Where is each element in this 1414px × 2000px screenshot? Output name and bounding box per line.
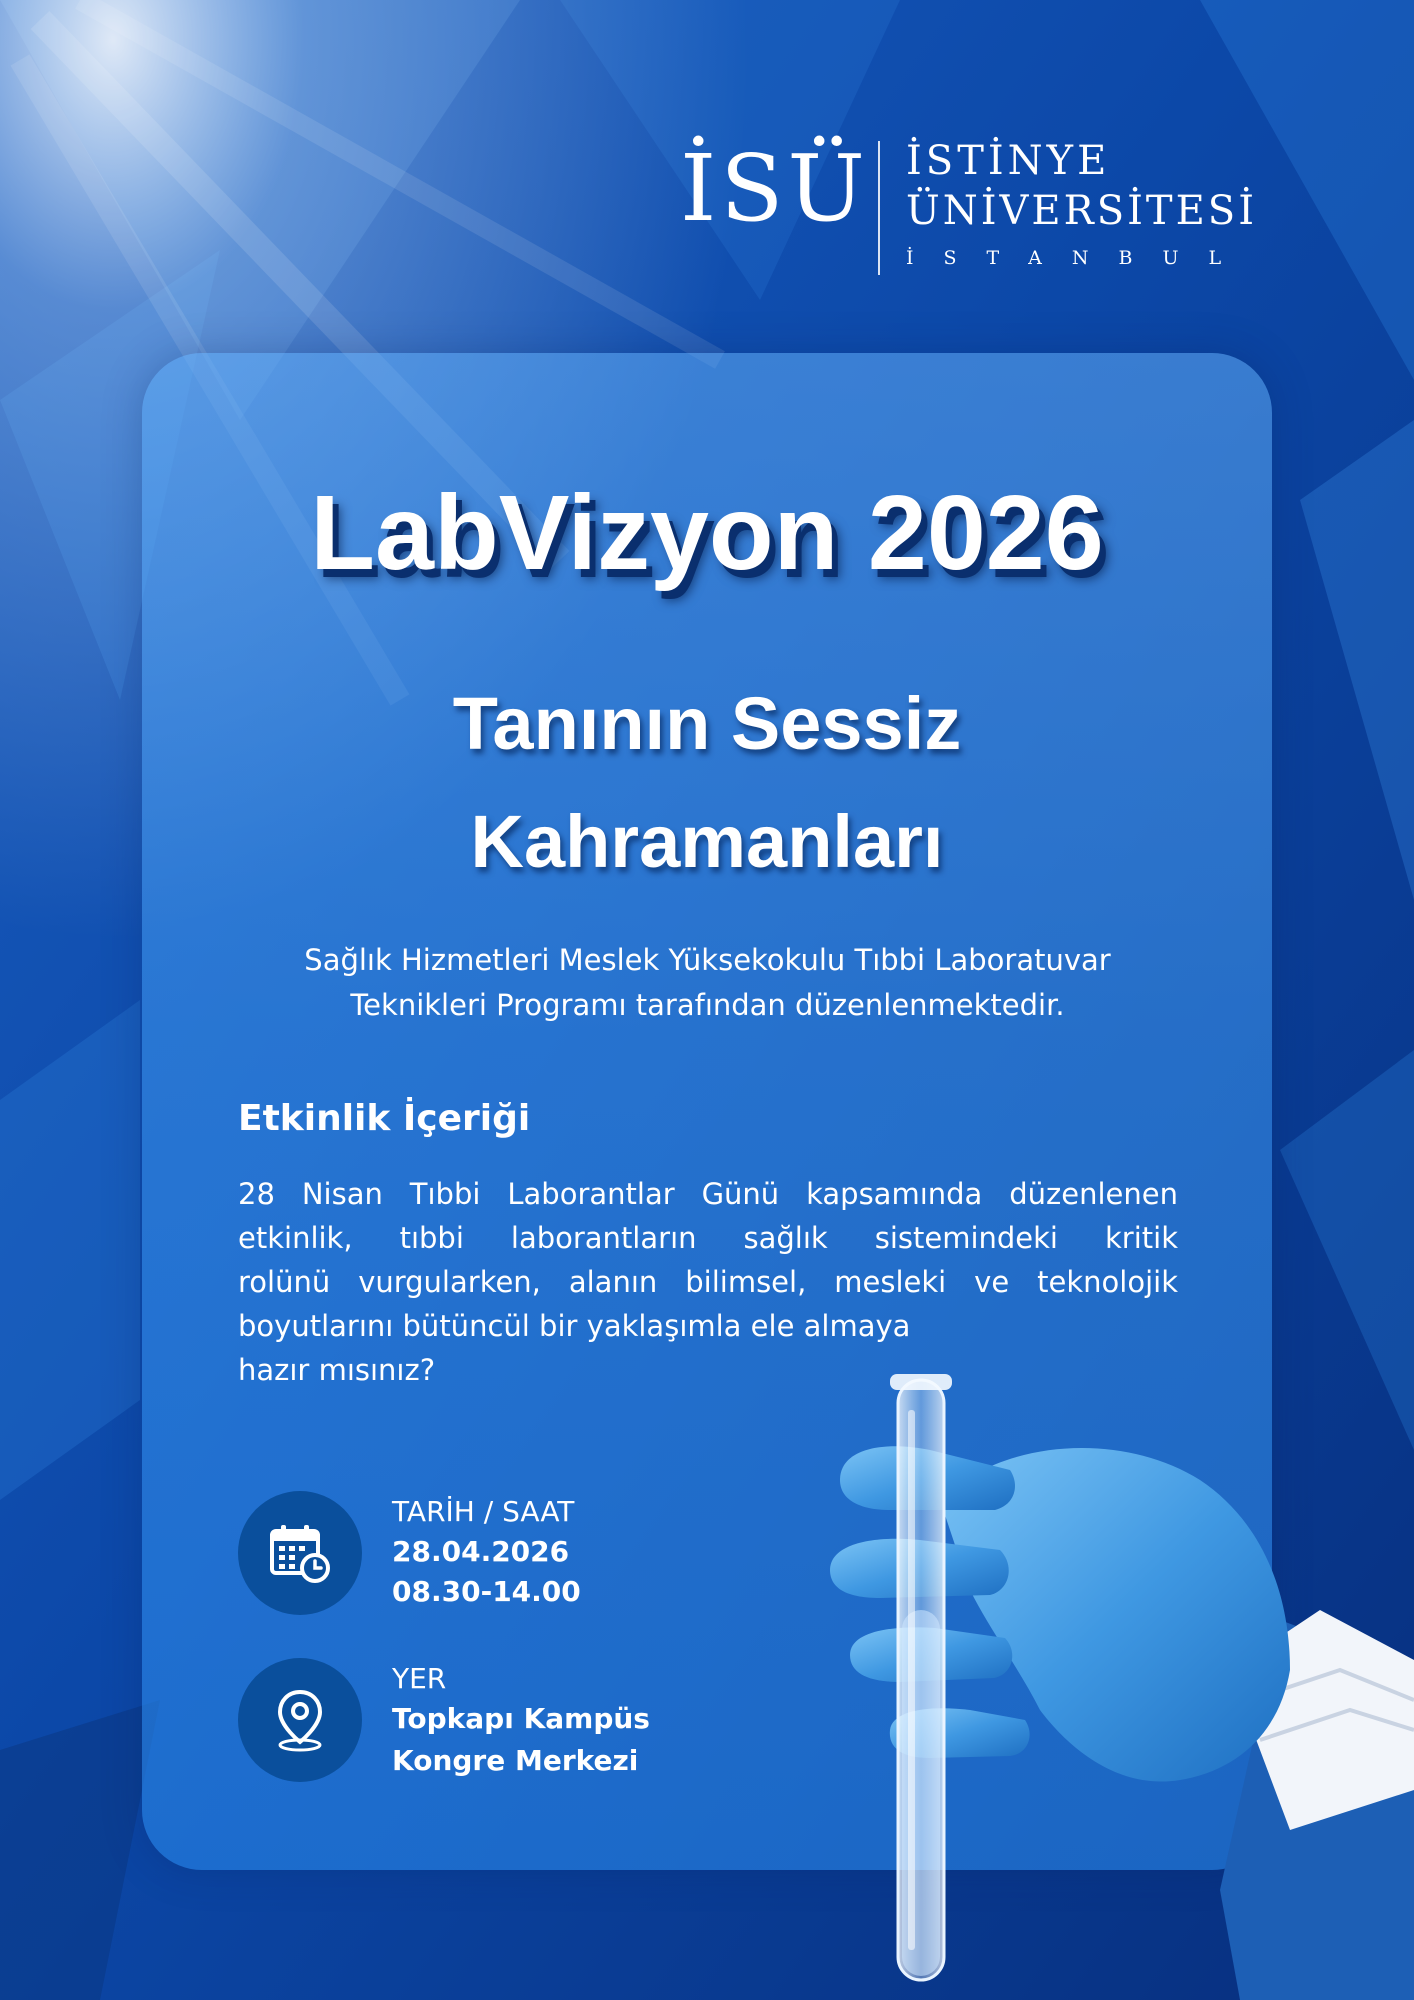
place-line1: Topkapı Kampüs bbox=[392, 1702, 650, 1735]
content-line: hazır mısınız? bbox=[238, 1353, 436, 1387]
event-subtitle bbox=[142, 665, 1272, 901]
logo-city: İSTANBUL bbox=[906, 247, 1252, 269]
organizer-text bbox=[200, 938, 1215, 1028]
subtitle-line1: Tanının Sessiz bbox=[452, 682, 962, 765]
event-title: LabVizyon 2026 bbox=[310, 474, 1104, 592]
content-body bbox=[238, 1172, 1178, 1392]
time-value: 08.30-14.00 bbox=[392, 1575, 581, 1608]
place-line2: Kongre Merkezi bbox=[392, 1744, 639, 1777]
date-value: 28.04.2026 bbox=[392, 1535, 570, 1568]
logo-name-line1: İSTİNYE bbox=[906, 138, 1111, 184]
logo-divider bbox=[878, 141, 880, 275]
gloved-hand-test-tube-illustration bbox=[820, 1370, 1414, 2000]
location-pin-icon bbox=[238, 1658, 362, 1782]
organizer-line1: Sağlık Hizmetleri Meslek Yüksekokulu Tıbbi Laboratuvar bbox=[304, 943, 1111, 977]
university-logo bbox=[680, 135, 1280, 285]
logo-name-line2: ÜNİVERSİTESİ bbox=[906, 188, 1257, 234]
logo-mark: İSÜ bbox=[680, 135, 869, 242]
content-line: etkinlik, tıbbi laborantların sağlık sistemindeki kritik bbox=[238, 1221, 1178, 1255]
content-line: boyutlarını bütüncül bir yaklaşımla ele almaya bbox=[238, 1309, 911, 1343]
date-label: TARİH / SAAT bbox=[392, 1495, 575, 1528]
place-label: YER bbox=[392, 1662, 447, 1695]
subtitle-line2: Kahramanları bbox=[470, 800, 944, 883]
calendar-clock-icon bbox=[238, 1491, 362, 1615]
content-line: rolünü vurgularken, alanın bilimsel, mesleki ve teknolojik bbox=[238, 1265, 1178, 1299]
organizer-line2: Teknikleri Programı tarafından düzenlenmektedir. bbox=[350, 988, 1065, 1022]
content-heading: Etkinlik İçeriği bbox=[238, 1098, 531, 1139]
content-line: 28 Nisan Tıbbi Laborantlar Günü kapsamında düzenlenen bbox=[238, 1177, 1178, 1211]
